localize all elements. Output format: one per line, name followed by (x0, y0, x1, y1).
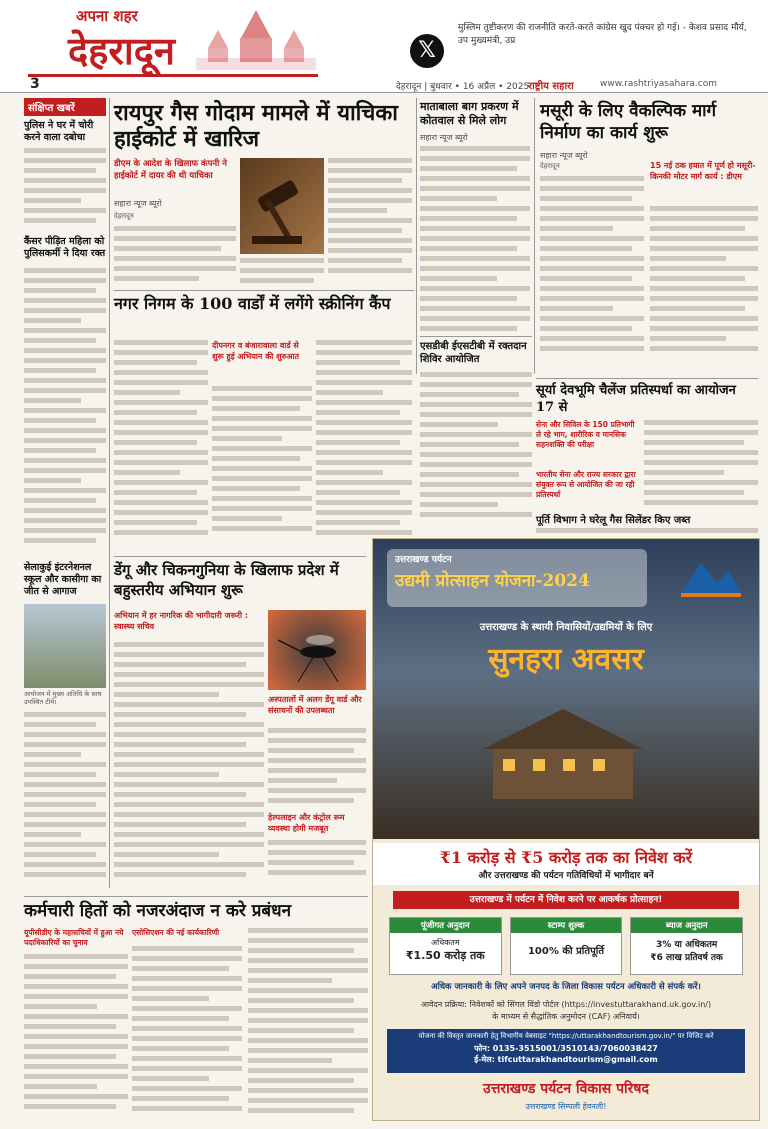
lead-text-3 (328, 158, 412, 286)
employees-text-3 (248, 928, 368, 1119)
blood-text (420, 372, 532, 532)
sports-photo (24, 604, 106, 688)
municipal-text-2 (212, 386, 312, 550)
temple-byline: सहारा न्यूज ब्यूरो (420, 133, 468, 142)
mosquito-icon (268, 610, 366, 690)
ad-org: उत्तराखण्ड पर्यटन (395, 555, 452, 565)
ad-incentive-capital: पूंजीगत अनुदान अधिकतम ₹1.50 करोड़ तक (389, 917, 502, 975)
sports-photo-caption: आयोजन में मुख्य अतिथि के साथ उपस्थित टीमें। (24, 690, 102, 706)
masthead-city: देहरादून (68, 28, 176, 73)
brand-name: राष्ट्रीय सहारा (528, 81, 574, 92)
ad-website[interactable]: योजना की विस्तृत जानकारी हेतु विभागीय वेबसाइट "https://uttarakhandtourism.gov.in/" पर विजिट करें (418, 1032, 714, 1040)
section-rule (24, 896, 368, 897)
lead-place: देहरादून (114, 212, 134, 220)
x-logo-icon: 𝕏 (410, 34, 444, 68)
section-rule (114, 556, 366, 557)
challenge-headline: सूर्या देवभूमि चैलेंज प्रतिस्पर्धा का आयोजन 17 से (536, 383, 736, 415)
masthead (28, 4, 318, 77)
ad-invite: उत्तराखण्ड के स्थायी निवासियों/उद्यमियों के लिए (479, 622, 653, 633)
challenge-text (644, 420, 758, 510)
ad-tagline: उत्तराखण्ड सिम्पली हेवनली! (525, 1102, 607, 1111)
ad-investment: ₹1 करोड़ से ₹5 करोड़ तक का निवेश करें (439, 848, 693, 867)
section-rule (420, 336, 532, 337)
ad-scheme: उद्यमी प्रोत्साहन योजना-2024 (395, 571, 590, 591)
column-rule (416, 98, 417, 374)
ad-partner: और उत्तराखण्ड की पर्यटन गतिविधियों में भागीदार बनें (478, 871, 654, 881)
ad-email[interactable]: ई-मेल: tifcuttarakhandtourism@gmail.com (474, 1055, 658, 1064)
brief-headline-1: पुलिस ने घर में चोरी करने वाला दबोचा (24, 120, 94, 143)
masthead-kicker: अपना शहर (76, 7, 138, 25)
ad-contact: अधिक जानकारी के लिए अपने जनपद के जिला विकास पर्यटन अधिकारी से संपर्क करें। (431, 982, 701, 992)
temple-text (420, 146, 530, 346)
brief-label: संक्षिप्त खबरें (24, 98, 106, 116)
ad-scheme-banner (387, 549, 647, 607)
ad-incentive-interest: ब्याज अनुदान 3% या अधिकतम ₹6 लाख प्रतिवर्ष तक (630, 917, 743, 975)
ad-apply: आवेदन प्रक्रिया: निवेशकों को सिंगल विंडो पोर्टल (https://investuttarakhand.uk.gov.in/) (420, 1000, 712, 1009)
dengue-subhead-2: हेल्पलाइन और कंट्रोल रूम व्यवस्था होगी मजबूत (268, 812, 345, 833)
lead-deck: डीएम के आदेश के खिलाफ कंपनी ने हाईकोर्ट में दायर की थी याचिका (114, 159, 227, 181)
lead-text-2 (240, 258, 324, 286)
page-header (0, 0, 768, 92)
dateline: देहरादून | बुधवार • 16 अप्रैल • 2025 (396, 82, 530, 92)
dengue-deck: अभियान में हर नागरिक की भागीदारी जरूरी : स्वास्थ्य सचिव (114, 611, 249, 631)
employees-headline: कर्मचारी हितों को नजरअंदाज न करे प्रबंधन (24, 901, 292, 921)
ad-phone: फोन: 0135-3515001/3510143/7060038427 (474, 1044, 658, 1053)
municipal-deck: दीपनगर व बंजारावाला वार्ड से शुरू हुई अभियान की शुरुआत (212, 341, 300, 361)
blood-headline: एसडीबी ईएसटीबी में रक्तदान शिविर आयोजित (420, 341, 527, 365)
section-rule (114, 290, 414, 291)
column-rule (109, 98, 110, 888)
ad-apply-2: के माध्यम से सैद्धांतिक अनुमोदन (CAF) अनिवार्य। (492, 1012, 640, 1021)
brief-text-2 (24, 268, 106, 558)
gas-headline: पूर्ति विभाग ने घरेलू गैस सिलेंडर किए जब्त (536, 515, 691, 526)
uttarakhand-logo-icon (673, 553, 747, 603)
temple-illustration-icon (196, 8, 316, 70)
lead-text-1 (114, 226, 236, 286)
site-url: www.rashtriyasahara.com (600, 79, 718, 89)
ad-investment-band (373, 843, 759, 885)
ad-building-illustration (463, 689, 663, 809)
brief-headline-3: सेलाकुई इंटरनेशनल स्कूल और कासीगा का जीत से आगाज (24, 562, 102, 597)
lead-byline: सहारा न्यूज ब्यूरो (114, 199, 162, 208)
mussoorie-deck: 15 नई ठक हयात में पूर्ण हो मसूरी-किनकी मोटर मार्ग कार्य : डीएम (650, 161, 756, 181)
dengue-text-2 (268, 728, 366, 808)
temple-headline: माताबाला बाग प्रकरण में कोतवाल से मिले लोग (420, 100, 519, 127)
employees-text-1 (24, 954, 128, 1119)
municipal-headline: नगर निगम के 100 वार्डों में लगेंगे स्क्रीनिंग कैंप (114, 294, 391, 313)
brief-headline-2: कैंसर पीड़ित महिला को पुलिसकर्मी ने दिया रक्त (24, 236, 106, 259)
gavel-photo (240, 158, 324, 254)
mussoorie-text-2 (650, 206, 758, 372)
challenge-deck-2: भारतीय सेना और राज्य सरकार द्वारा संयुक्त रूप से आयोजित की जा रही प्रतिस्पर्धा (536, 470, 636, 499)
section-rule (536, 378, 758, 379)
mussoorie-text-1 (540, 176, 644, 372)
ad-incentive-stamp: स्टाम्प शुल्क 100% की प्रतिपूर्ति (510, 917, 623, 975)
ad-contact-box (387, 1029, 745, 1073)
lead-headline: रायपुर गैस गोदाम मामले में याचिका हाईकोर्ट में खारिज (114, 100, 398, 152)
mussoorie-place: देहरादून (540, 162, 560, 170)
tourism-advertisement (372, 538, 760, 1121)
mussoorie-byline: सहारा न्यूज ब्यूरो (540, 151, 588, 160)
column-rule (534, 98, 535, 374)
dengue-text-1 (114, 642, 264, 886)
employees-deck-1: यूपीसीडीए के महासचिवों में हुआ नये पदाधिकारियों का चुनाव (24, 928, 124, 947)
municipal-text-3 (316, 340, 412, 550)
dengue-subhead-1: अस्पतालों में अलग डेंगू वार्ड और संसाधनों की उपलब्धता (268, 694, 362, 715)
mussoorie-headline: मसूरी के लिए वैकल्पिक मार्ग निर्माण का कार्य शुरू (540, 101, 717, 143)
page-number: 3 (30, 76, 40, 92)
ad-attractive-strip: उत्तराखण्ड में पर्यटन में निवेश करने पर आकर्षक प्रोत्साहन! (393, 891, 739, 909)
employees-text-2 (132, 946, 242, 1119)
ad-incentive-boxes (389, 917, 743, 975)
ad-golden-headline: सुनहरा अवसर (488, 642, 644, 677)
brief-text-3 (24, 712, 106, 892)
challenge-deck-1: सेना और सिविल के 150 प्रतिभागी ले रहे भाग, शारीरिक व मानसिक सहनशक्ति की परीक्षा (536, 420, 635, 449)
gavel-icon (240, 158, 324, 254)
dengue-text-3 (268, 840, 366, 886)
ad-footer: उत्तराखण्ड पर्यटन विकास परिषद (483, 1081, 649, 1097)
municipal-text-1 (114, 340, 208, 550)
gas-text (536, 528, 758, 536)
dengue-headline: डेंगू और चिकनगुनिया के खिलाफ प्रदेश में बहुस्तरीय अभियान शुरू (114, 561, 339, 599)
brief-text-1 (24, 148, 106, 228)
mosquito-photo (268, 610, 366, 690)
quote-of-day: मुस्लिम तुष्टीकरण की राजनीति करते-करते कांग्रेस खुद पंक्चर हो गई। - केशव प्रसाद मौर्य, उप मुख्यमंत्री, उप्र (458, 23, 747, 46)
employees-deck-2: एसोसिएशन की नई कार्यकारिणी (132, 928, 220, 937)
